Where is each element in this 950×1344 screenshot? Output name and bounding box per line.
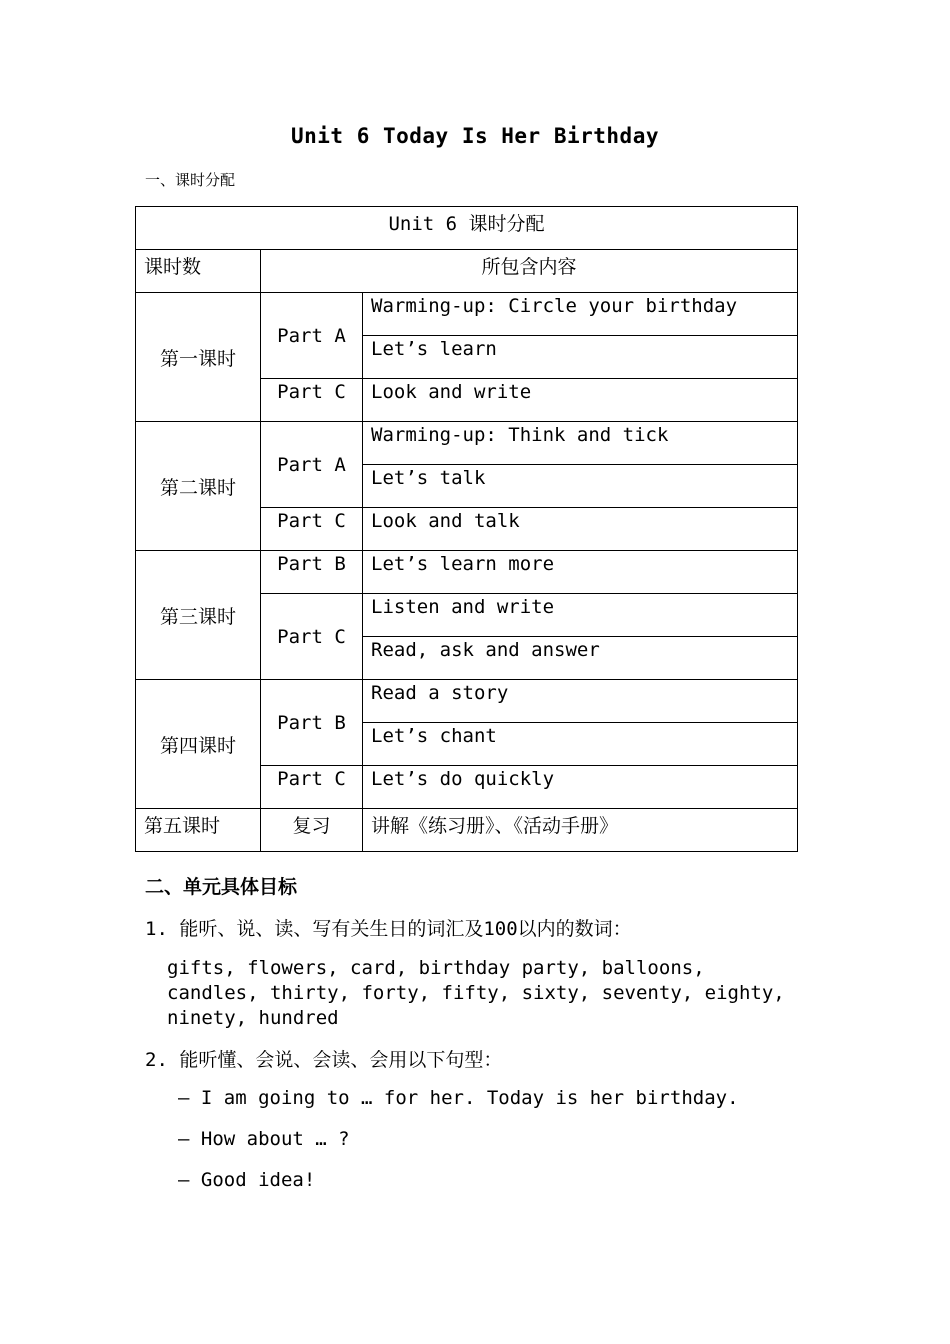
lesson-name: 第三课时 [136,551,261,680]
section-heading-objectives: 二、单元具体目标 [145,876,298,898]
part-label: 复习 [261,809,363,852]
content-item: Read, ask and answer [363,637,798,680]
goal-1-text: 1. 能听、说、读、写有关生日的词汇及100以内的数词： [145,918,632,940]
sentence-pattern: — I am going to … for her. Today is her birthday. [178,1087,739,1109]
table-row [136,680,798,723]
table-row [136,809,798,852]
table-row [136,293,798,336]
page-title: Unit 6 Today Is Her Birthday [290,124,659,148]
part-label: Part C [261,766,363,809]
part-label: Part B [261,551,363,594]
content-item: Look and write [363,379,798,422]
table-caption: Unit 6 课时分配 [136,207,798,250]
content-item: Let’s talk [363,465,798,508]
column-header-lessons: 课时数 [136,250,261,293]
lesson-allocation-table [135,206,798,852]
content-item: Let’s do quickly [363,766,798,809]
part-label: Part C [261,508,363,551]
vocabulary-list: gifts, flowers, card, birthday party, balloons, candles, thirty, forty, fifty, sixty, seventy, eighty, ninety, hundred [167,957,785,1029]
table-row [136,422,798,465]
part-label: Part A [261,422,363,508]
sentence-pattern: — How about … ? [178,1128,350,1150]
lesson-name: 第一课时 [136,293,261,422]
lesson-name: 第二课时 [136,422,261,551]
goal-2-text: 2. 能听懂、会说、会读、会用以下句型： [145,1049,503,1071]
part-label: Part B [261,680,363,766]
sentence-pattern: — Good idea! [178,1169,316,1191]
content-item: Read a story [363,680,798,723]
part-label: Part A [261,293,363,379]
column-header-content: 所包含内容 [261,250,798,293]
section-heading-lesson-plan: 一、课时分配 [145,171,236,189]
part-label: Part C [261,594,363,680]
content-item: 讲解《练习册》、《活动手册》 [363,809,798,852]
lesson-name: 第四课时 [136,680,261,809]
lesson-name: 第五课时 [136,809,261,852]
content-item: Let’s learn more [363,551,798,594]
table-row [136,551,798,594]
content-item: Listen and write [363,594,798,637]
content-item: Let’s learn [363,336,798,379]
content-item: Warming-up: Circle your birthday [363,293,798,336]
content-item: Look and talk [363,508,798,551]
content-item: Let’s chant [363,723,798,766]
content-item: Warming-up: Think and tick [363,422,798,465]
part-label: Part C [261,379,363,422]
